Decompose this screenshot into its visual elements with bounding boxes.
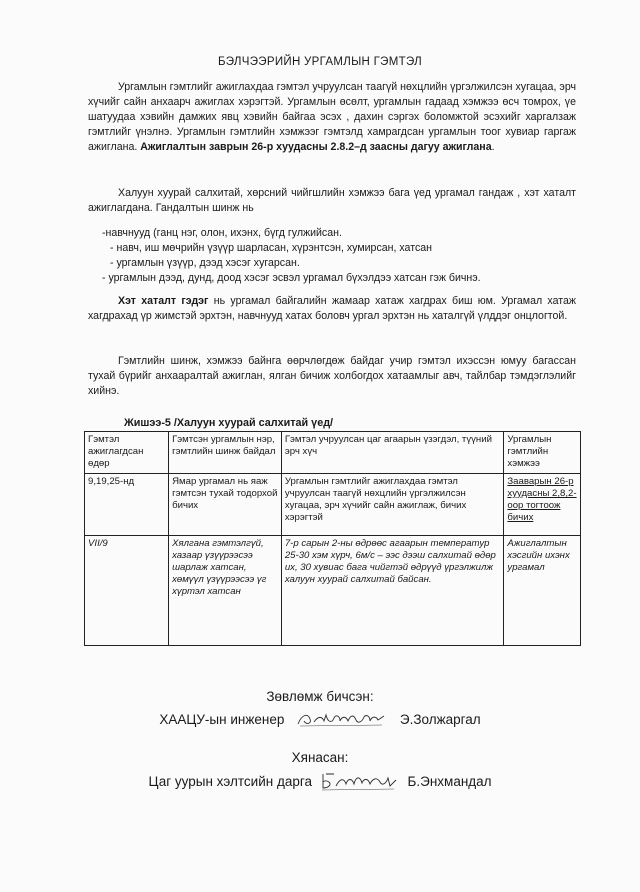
- head-handwritten-signature: [320, 770, 400, 795]
- table-row: [85, 535, 581, 645]
- cell-phenomenon: Ургамлын гэмтлийг ажиглахдаа гэмтэл учруулсан таагүй нөхцлийн үргэлжилсэн хугацаа, эрч хүчийг сайн ажиглаж, бичих хэрэгтэй: [281, 473, 504, 535]
- cell-extent: Ажиглалтын хэсгийн ихэнх ургамал: [504, 535, 581, 645]
- paragraph-4-text: нь ургамал байгалийн жамаар хатаж хагдрах биш юм. Ургамал хатаж хагдрахад үр жимстэй эрхтэн, навчнууд хатах боловч ургал эрхтэн нь хаталгүй үлддэг онцлогтой.: [88, 295, 576, 322]
- cell-extent: Зааварын 26-р хуудасны 2,8,2-оор тогтоож бичих: [504, 473, 581, 535]
- recommended-label: Зөвлөмж бичсэн:: [266, 689, 374, 704]
- table-row: [85, 473, 581, 535]
- list-item: -навчнууд (ганц нэг, олон, ихэнх, бүгд гулжийсан.: [102, 227, 342, 239]
- reviewed-label: Хянасан:: [291, 750, 349, 765]
- head-name: Б.Энхмандал: [407, 774, 492, 790]
- header-plant: Гэмтсэн ургамлын нэр, гэмтлийн шинж байдал: [169, 432, 282, 474]
- paragraph-1: [88, 80, 576, 155]
- cell-plant: Ямар ургамал нь яаж гэмтсэн тухай тодорхой бичих: [169, 473, 282, 535]
- list-item: - ургамлын үзүүр, дээд хэсэг хугарсан.: [110, 256, 300, 269]
- engineer-handwritten-signature: [296, 710, 388, 731]
- header-date: Гэмтэл ажиглагдсан өдөр: [85, 432, 169, 474]
- paragraph-1-end: .: [491, 140, 495, 153]
- cell-date: 9,19,25-нд: [85, 473, 169, 535]
- cell-phenomenon: 7-р сарын 2-ны өдрөөс агаарын температур 25-30 хэм хүрч, 6м/с – ээс дээш салхитай өдөр их, 30 хувиас бага чийгтэй өдрүүд үргэлжилж халуун хуурай салхитай байсан.: [281, 535, 504, 645]
- symptom-list: [88, 226, 576, 286]
- head-signature-line: [0, 770, 640, 795]
- paragraph-1-text: Ургамлын гэмтлийг ажиглахдаа гэмтэл учруулсан таагүй нөхцлийн үргэлжилсэн хугацаа, эрч хүчийг сайн анхаарч ажиглах хэрэгтэй. Ургамлын өсөлт, ургамлын гадаад хэмжээ өсч томрох, үе шатуудаа хэвийн дамжих явц хэвийн байгаа эсэх , дахин сэргэх боломжтой эсэхийг харгалзаж гэмтлийг үнэлнэ. Ургамлын гэмтлийн хэмжээг гэмтэлд хамрагдсан ургамлын тоог хувиар гаргаж ажиглана.: [88, 81, 576, 153]
- engineer-title: ХААЦУ-ын инженер: [159, 712, 285, 728]
- cell-date: VII/9: [85, 535, 169, 645]
- header-extent: Ургамлын гэмтлийн хэмжээ: [504, 432, 581, 474]
- paragraph-4: [88, 294, 576, 324]
- table-header-row: [85, 432, 581, 474]
- list-item: - навч, иш мөчрийн үзүүр шарласан, хүрэнтсэн, хумирсан, хатсан: [110, 241, 432, 254]
- header-phenomenon: Гэмтэл учруулсан цаг агаарын үзэгдэл, түүний эрч хүч: [281, 432, 504, 474]
- observation-table: [84, 431, 581, 646]
- paragraph-2: Халуун хуурай салхитай, хөрсний чийгшлийн хэмжээ бага үед ургамал гандаж , хэт хаталт ажиглагдана. Гандалтын шинж нь: [88, 187, 576, 214]
- table-caption: Жишээ-5 /Халуун хуурай салхитай үед/: [124, 417, 334, 429]
- paragraph-4-bold: Хэт хаталт гэдэг: [118, 295, 209, 307]
- engineer-name: Э.Золжаргал: [399, 712, 481, 728]
- engineer-signature-line: [0, 710, 640, 731]
- list-item: - ургамлын дээд, дунд, доод хэсэг эсвэл ургамал бүхэлдээ хатсан гэж бичнэ.: [102, 271, 481, 284]
- page-title: БЭЛЧЭЭРИЙН УРГАМЛЫН ГЭМТЭЛ: [218, 56, 422, 68]
- cell-plant: Хялгана гэмтэлгүй, хазаар үзүүрээсээ шарлаж хатсан, хөмүүл үзүүрээсээ үг хүртэл хатсан: [169, 535, 282, 645]
- paragraph-5: Гэмтлийн шинж, хэмжээ байнга өөрчлөгдөж байдаг учир гэмтэл ихэссэн юмуу багассан тухай бүрийг анхааралтай ажиглан, ялган бичиж холбогдох хатаамлыг авч, тайлбар тэмдэглэлийг хийнэ.: [88, 355, 576, 397]
- head-title: Цаг уурын хэлтсийн дарга: [148, 774, 312, 790]
- paragraph-1-bold: Ажиглалтын заврын 26-р хуудасны 2.8.2–д заасны дагуу ажиглана: [140, 140, 492, 153]
